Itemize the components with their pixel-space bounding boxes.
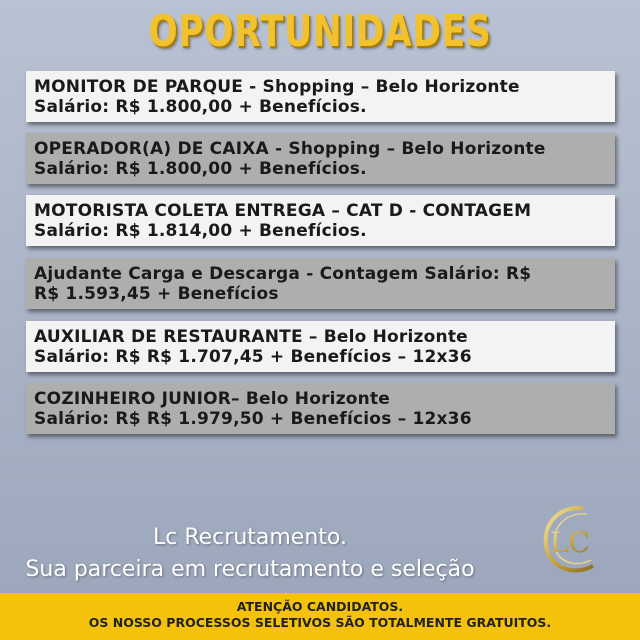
company-tagline: Sua parceira em recrutamento e seleção — [25, 557, 475, 582]
job-title: COZINHEIRO JUNIOR– Belo Horizonte — [34, 389, 391, 409]
job-card-monitor — [26, 71, 615, 122]
job-card-cozinheiro — [26, 383, 615, 434]
job-title: OPERADOR(A) DE CAIXA - Shopping – Belo Horizonte — [34, 139, 546, 159]
company-name: Lc Recrutamento. — [153, 525, 347, 550]
job-card-operador — [26, 133, 615, 184]
logo-text: LC — [549, 526, 591, 559]
job-salary: Salário: R$ 1.800,00 + Benefícios. — [34, 159, 367, 179]
job-salary: Salário: R$ 1.800,00 + Benefícios. — [34, 97, 367, 117]
job-title: AUXILIAR DE RESTAURANTE – Belo Horizonte — [34, 327, 468, 347]
job-title: MOTORISTA COLETA ENTREGA – CAT D - CONTAGEM — [34, 201, 532, 221]
job-card-motorista — [26, 195, 615, 246]
job-salary: Salário: R$ R$ 1.707,45 + Benefícios – 12x36 — [34, 347, 472, 367]
job-card-auxiliar — [26, 321, 615, 372]
lc-logo-icon — [535, 500, 605, 580]
job-title: MONITOR DE PARQUE - Shopping – Belo Horizonte — [34, 77, 520, 97]
job-salary: R$ 1.593,45 + Benefícios — [34, 284, 279, 304]
banner-line-1: ATENÇÃO CANDIDATOS. — [236, 599, 404, 614]
job-title: Ajudante Carga e Descarga - Contagem Salário: R$ — [34, 264, 532, 284]
page-title: OPORTUNIDADES — [148, 6, 492, 57]
notice-banner — [0, 593, 640, 640]
job-salary: Salário: R$ 1.814,00 + Benefícios. — [34, 221, 367, 241]
banner-line-2: OS NOSSO PROCESSOS SELETIVOS SÃO TOTALMENTE GRATUITOS. — [88, 615, 552, 630]
job-card-ajudante — [26, 258, 615, 309]
job-salary: Salário: R$ R$ 1.979,50 + Benefícios – 12x36 — [34, 409, 472, 429]
